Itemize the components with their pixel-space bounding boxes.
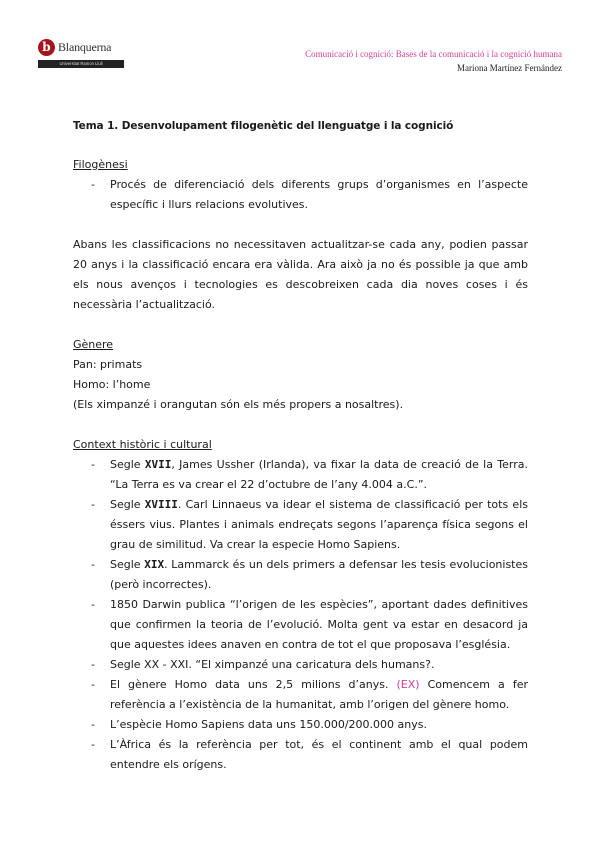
section-heading: Filogènesi xyxy=(73,158,128,171)
document-title: Tema 1. Desenvolupament filogenètic del llenguatge i la cognició xyxy=(73,120,454,132)
bullet-list xyxy=(73,175,528,215)
section-heading: Gènere xyxy=(73,338,114,351)
document-body xyxy=(73,116,528,775)
section-filogenesi xyxy=(73,155,528,315)
list-item: - El gènere Homo data uns 2,5 milions d’anys. (EX) Comencem a fer referència a l’existència de la humanitat, amb l’origen del gènere homo. xyxy=(73,675,528,715)
author-name: Mariona Martínez Fernández xyxy=(457,63,562,73)
century-label: XVII xyxy=(144,458,172,471)
section-heading: Context històric i cultural xyxy=(73,438,212,451)
list-item: - L’espècie Homo Sapiens data uns 150.000/200.000 anys. xyxy=(73,715,528,735)
list-item: - Segle XVII, James Ussher (Irlanda), va fixar la data de creació de la Terra. “La Terra es va crear el 22 d’octubre de l’any 4.004 a.C.”. xyxy=(73,455,528,495)
blanquerna-logo xyxy=(38,38,128,72)
list-item: - L’Àfrica és la referència per tot, és el continent amb el qual podem entendre els orígens. xyxy=(73,735,528,775)
list-item: - 1850 Darwin publica “l’origen de les espècies”, aportant dades definitives que confirmen la teoria de l’evolució. Molta gent va estar en desacord ja que aquestes idees anaven en contra de tot el que proposava l’església. xyxy=(73,595,528,655)
list-item: - Segle XIX. Lammarck és un dels primers a defensar les tesis evolucionistes (però incorrectes). xyxy=(73,555,528,595)
section-context xyxy=(73,435,528,775)
section-genere xyxy=(73,335,528,415)
list-item: - Segle XX - XXI. “El ximpanzé una caricatura dels humans?. xyxy=(73,655,528,675)
page-header xyxy=(305,47,562,75)
course-title: Comunicació i cognició: Bases de la comunicació i la cognició humana xyxy=(305,49,562,59)
text-line: Pan: primats xyxy=(73,358,143,371)
ex-marker: (EX) xyxy=(396,678,420,691)
list-item: - Procés de diferenciació dels diferents grups d’organismes en l’aspecte específic i llurs relacions evolutives. xyxy=(73,175,528,215)
logo-subtext: Universitat Ramon Llull xyxy=(38,60,124,68)
paragraph: Abans les classificacions no necessitaven actualitzar-se cada any, podien passar 20 anys i la classificació encara era vàlida. Ara això ja no és possible ja que amb els nous avenços i tecnologies es descobreixen cada dia noves coses i és necessària l’actualització. xyxy=(73,238,528,311)
century-label: XIX xyxy=(144,558,165,571)
text-line: (Els ximpanzé i orangutan són els més propers a nosaltres). xyxy=(73,398,404,411)
century-label: XVIII xyxy=(144,498,178,511)
text-line: Homo: l’home xyxy=(73,378,151,391)
logo-name: Blanquerna xyxy=(58,40,112,54)
logo-emblem-icon: b xyxy=(38,39,55,56)
bullet-list xyxy=(73,455,528,775)
list-item: - Segle XVIII. Carl Linnaeus va idear el sistema de classificació per tots els éssers vius. Plantes i animals endreçats segons l’aparença física segons el grau de similitud. Va crear la especie Homo Sapiens. xyxy=(73,495,528,555)
